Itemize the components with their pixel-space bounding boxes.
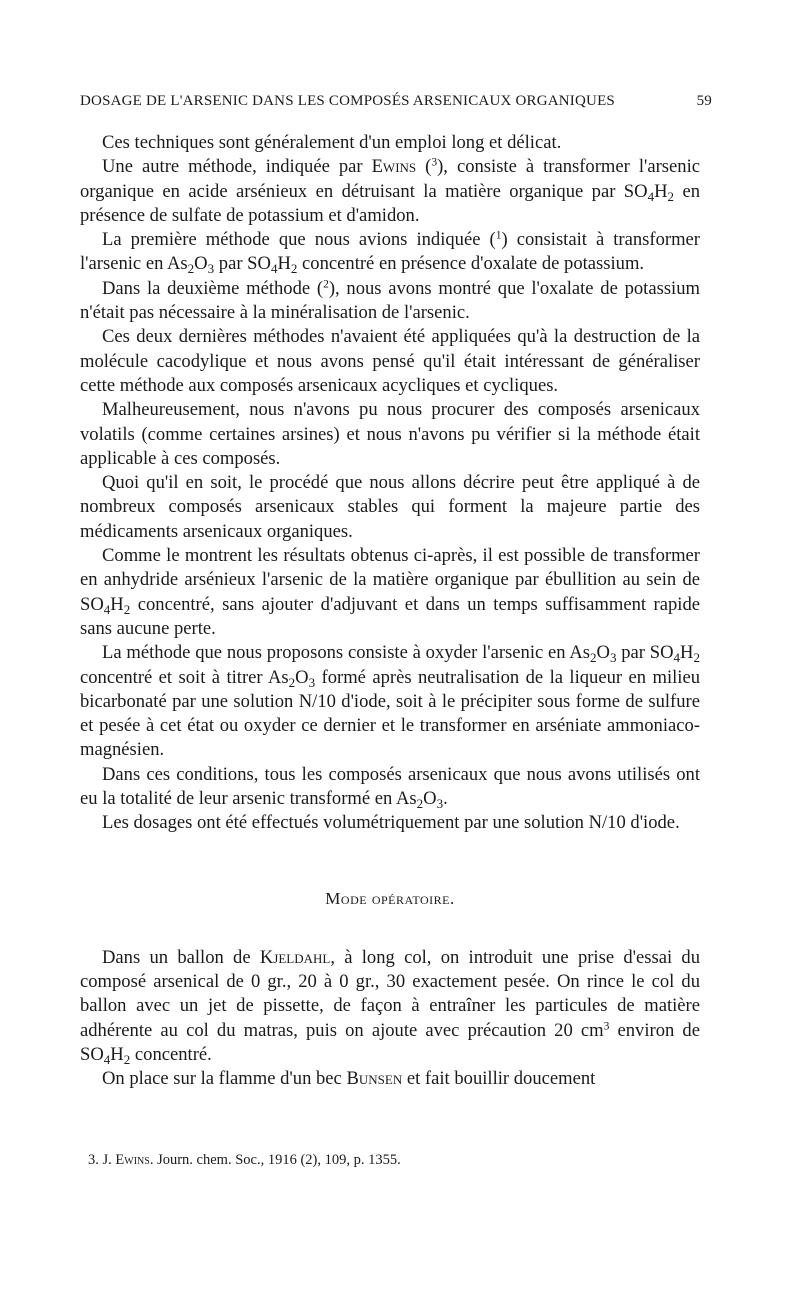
paragraph: Une autre méthode, indiquée par Ewins ($^3$), consiste à transformer l'arsenic organique en acide arsénieux en détruisant la matière organique par $SO_4H_2$ en présence de sulfate de potassium et d'amidon. bbox=[80, 156, 700, 226]
footnote: 3. J. Ewins. Journ. chem. Soc., 1916 (2), 109, p. 1355. bbox=[88, 1152, 401, 1168]
paragraph: La première méthode que nous avions indiquée ($^1$) consistait à transformer l'arsenic en $As_2O_3$ par $SO_4H_2$ concentré en présence d'oxalate de potassium. bbox=[80, 229, 700, 277]
paragraph: Quoi qu'il en soit, le procédé que nous allons décrire peut être appliqué à de nombreux composés arsenicaux stables qui forment la majeure partie des médicaments arsenicaux organiques. bbox=[80, 472, 700, 542]
running-head-title: DOSAGE DE L'ARSENIC DANS LES COMPOSÉS ARSENICAUX ORGANIQUES bbox=[80, 93, 615, 109]
paragraph: Ces deux dernières méthodes n'avaient été appliquées qu'à la destruction de la molécule cacodylique et nous avons pensé qu'il était intéressant de généraliser cette méthode aux composés arsenicaux acycliques et cycliques. bbox=[80, 326, 700, 396]
running-head bbox=[80, 93, 712, 110]
page-number: 59 bbox=[696, 93, 712, 109]
paragraph: On place sur la flamme d'un bec Bunsen et fait bouillir doucement bbox=[102, 1068, 596, 1090]
body-text bbox=[80, 131, 700, 1091]
paragraph: Les dosages ont été effectués volumétriquement par une solution N/10 d'iode. bbox=[102, 812, 680, 834]
paragraph: La méthode que nous proposons consiste à oxyder l'arsenic en $As_2O_3$ par $SO_4H_2$ concentré et soit à titrer $As_2O_3$ formé après neutralisation de la liqueur en milieu bicarbonaté par une solution N/10 d'iode, soit à le précipiter sous forme de sulfure et pesée à cet état ou oxyder ce dernier et le transformer en arséniate ammoniaco-magnésien. bbox=[80, 642, 700, 761]
paragraph: Ces techniques sont généralement d'un emploi long et délicat. bbox=[102, 132, 562, 153]
paragraph: Malheureusement, nous n'avons pu nous procurer des composés arsenicaux volatils (comme certaines arsines) et nous n'avons pu vérifier si la méthode était applicable à ces composés. bbox=[80, 399, 700, 469]
paragraph: Dans la deuxième méthode ($^2$), nous avons montré que l'oxalate de potassium n'était pas nécessaire à la minéralisation de l'arsenic. bbox=[80, 277, 700, 324]
paragraph: Dans ces conditions, tous les composés arsenicaux que nous avons utilisés ont eu la totalité de leur arsenic transformé en $As_2O_3$. bbox=[80, 763, 700, 811]
paragraph: Comme le montrent les résultats obtenus ci-après, il est possible de transformer en anhydride arsénieux l'arsenic de la matière organique par ébullition au sein de $SO_4H_2$ concentré, sans ajouter d'adjuvant et dans un temps suffisamment rapide sans aucune perte. bbox=[80, 545, 700, 639]
section-title: Mode opératoire. bbox=[325, 888, 455, 908]
paragraph: Dans un ballon de Kjeldahl, à long col, on introduit une prise d'essai du composé arsenical de 0 gr., 20 à 0 gr., 30 exactement pesée. On rince le col du ballon avec un jet de pissette, de façon à entraîner les particules de matière adhérente au col du matras, puis on ajoute avec précaution 20 $cm^3$ environ de $SO_4H_2$ concentré. bbox=[80, 946, 700, 1067]
